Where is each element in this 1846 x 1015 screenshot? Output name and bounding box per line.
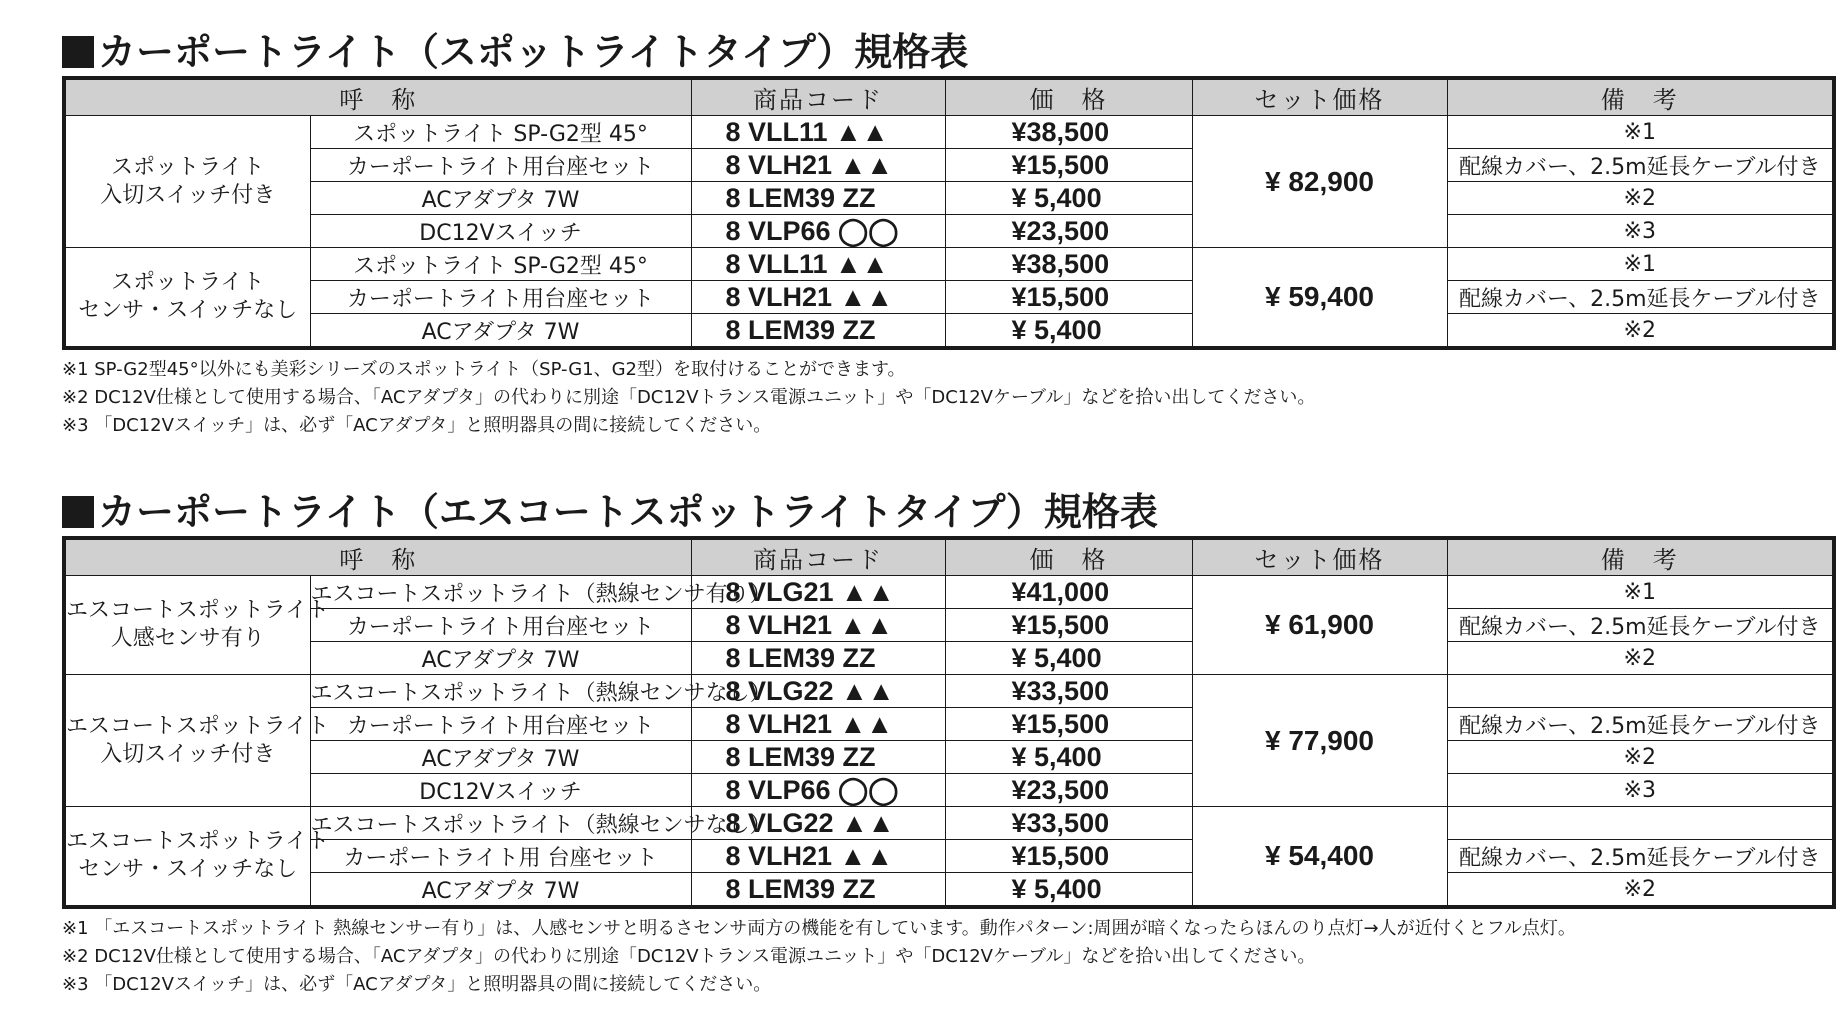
footnote: ※1 SP-G2型45°以外にも美彩シリーズのスポットライト（SP-G1、G2型）を取付けることができます。: [62, 359, 906, 380]
remarks: 配線カバー、2.5m延長ケーブル付き: [1447, 149, 1834, 182]
product-code: 8 VLH21 ▲▲: [691, 840, 945, 873]
product-code: 8 LEM39 ZZ: [691, 741, 945, 774]
set-price: ¥ 59,400: [1192, 248, 1447, 349]
price: ¥33,500: [945, 807, 1192, 840]
remarks: [1447, 807, 1834, 840]
table-row: [64, 609, 1834, 642]
remarks: ※1: [1447, 248, 1834, 281]
table-row: [64, 116, 1834, 149]
price: ¥15,500: [945, 840, 1192, 873]
header-name: 呼 称: [64, 538, 691, 576]
group-name: [64, 248, 310, 349]
group-name-line: エスコートスポットライト: [66, 829, 330, 854]
group-name: [64, 675, 330, 807]
remarks: ※2: [1447, 741, 1834, 774]
remarks: ※2: [1447, 642, 1834, 675]
remarks: [1447, 675, 1834, 708]
footnote: ※1 「エスコートスポットライト 熱線センサー有り」は、人感センサと明るさセンサ両方の機能を有しています。動作パターン:周囲が暗くなったらほんのり点灯→人が近付くとフル点灯。: [62, 918, 1576, 939]
set-price: ¥ 82,900: [1192, 116, 1447, 248]
header-price: 価 格: [945, 538, 1192, 576]
product-code: 8 VLH21 ▲▲: [691, 609, 945, 642]
product-code: 8 VLH21 ▲▲: [691, 281, 945, 314]
group-name-line: 人感センサ有り: [110, 626, 265, 651]
group-name: [64, 116, 310, 248]
table-row: [64, 576, 1834, 609]
footnote: ※2 DC12V仕様として使用する場合、「ACアダプタ」の代わりに別途「DC12Vトランス電源ユニット」や「DC12Vケーブル」などを拾い出してください。: [62, 387, 1316, 408]
table-header-row: [64, 538, 1834, 576]
price: ¥ 5,400: [945, 642, 1192, 675]
table-row: [64, 248, 1834, 281]
price: ¥33,500: [945, 675, 1192, 708]
product-code: 8 LEM39 ZZ: [691, 873, 945, 908]
product-code: 8 VLP66 ◯◯: [691, 215, 945, 248]
table-header-row: [64, 78, 1834, 116]
remarks: ※3: [1447, 774, 1834, 807]
spec-table: [62, 76, 1836, 350]
group-name-line: センサ・スイッチなし: [78, 298, 298, 323]
table-row: [64, 642, 1834, 675]
item-name: カーポートライト用台座セット: [310, 149, 691, 182]
table-row: [64, 215, 1834, 248]
header-set-price: セット価格: [1192, 538, 1447, 576]
remarks: ※1: [1447, 576, 1834, 609]
product-code: 8 VLL11 ▲▲: [691, 116, 945, 149]
group-name: [64, 807, 330, 908]
spotlight-spec-section: [62, 28, 1832, 440]
table-body: [64, 576, 1834, 908]
product-code: 8 VLG22 ▲▲: [691, 675, 945, 708]
item-name: カーポートライト用 台座セット: [310, 840, 691, 873]
header-remarks: 備 考: [1447, 78, 1834, 116]
remarks: ※3: [1447, 215, 1834, 248]
escort-spotlight-spec-section: [62, 488, 1832, 999]
header-price: 価 格: [945, 78, 1192, 116]
header-code: 商品コード: [691, 78, 945, 116]
product-code: 8 VLH21 ▲▲: [691, 149, 945, 182]
table-row: [64, 873, 1834, 908]
price: ¥23,500: [945, 774, 1192, 807]
price: ¥38,500: [945, 116, 1192, 149]
footnotes: [62, 915, 1832, 999]
item-name: DC12Vスイッチ: [310, 215, 691, 248]
item-name: エスコートスポットライト（熱線センサなし）: [310, 807, 691, 840]
table-row: [64, 314, 1834, 349]
product-code: 8 VLL11 ▲▲: [691, 248, 945, 281]
item-name: ACアダプタ 7W: [310, 873, 691, 908]
footnotes: [62, 356, 1832, 440]
table-row: [64, 149, 1834, 182]
set-price: ¥ 77,900: [1192, 675, 1447, 807]
item-name: ACアダプタ 7W: [310, 182, 691, 215]
header-code: 商品コード: [691, 538, 945, 576]
group-name-line: 入切スイッチ付き: [100, 741, 276, 767]
item-name: エスコートスポットライト（熱線センサ有り）: [310, 576, 691, 609]
product-code: 8 LEM39 ZZ: [691, 642, 945, 675]
product-code: 8 VLG21 ▲▲: [691, 576, 945, 609]
item-name: カーポートライト用台座セット: [310, 708, 691, 741]
item-name: ACアダプタ 7W: [310, 314, 691, 349]
price: ¥ 5,400: [945, 873, 1192, 908]
remarks: 配線カバー、2.5m延長ケーブル付き: [1447, 840, 1834, 873]
item-name: ACアダプタ 7W: [310, 741, 691, 774]
item-name: DC12Vスイッチ: [310, 774, 691, 807]
price: ¥15,500: [945, 609, 1192, 642]
remarks: ※2: [1447, 314, 1834, 349]
product-code: 8 LEM39 ZZ: [691, 314, 945, 349]
item-name: エスコートスポットライト（熱線センサなし）: [310, 675, 691, 708]
footnote: ※3 「DC12Vスイッチ」は、必ず「ACアダプタ」と照明器具の間に接続してください。: [62, 415, 772, 436]
header-set-price: セット価格: [1192, 78, 1447, 116]
price: ¥ 5,400: [945, 314, 1192, 349]
square-bullet-icon: [62, 36, 94, 68]
product-code: 8 VLG22 ▲▲: [691, 807, 945, 840]
section-title: [62, 28, 1832, 76]
table-row: [64, 708, 1834, 741]
price: ¥15,500: [945, 281, 1192, 314]
group-name: [64, 576, 330, 675]
table-row: [64, 807, 1834, 840]
product-code: 8 VLP66 ◯◯: [691, 774, 945, 807]
price: ¥ 5,400: [945, 182, 1192, 215]
table-body: [64, 116, 1834, 349]
item-name: スポットライト SP-G2型 45°: [310, 248, 691, 281]
price: ¥ 5,400: [945, 741, 1192, 774]
item-name: ACアダプタ 7W: [310, 642, 691, 675]
footnote: ※3 「DC12Vスイッチ」は、必ず「ACアダプタ」と照明器具の間に接続してください。: [62, 974, 772, 995]
table-row: [64, 840, 1834, 873]
table-row: [64, 675, 1834, 708]
group-name-line: エスコートスポットライト: [66, 598, 330, 623]
section-title-text: カーポートライト（エスコートスポットライトタイプ）規格表: [98, 490, 1158, 534]
table-row: [64, 281, 1834, 314]
price: ¥15,500: [945, 708, 1192, 741]
remarks: ※2: [1447, 182, 1834, 215]
remarks: 配線カバー、2.5m延長ケーブル付き: [1447, 281, 1834, 314]
item-name: カーポートライト用台座セット: [310, 281, 691, 314]
group-name-line: スポットライト: [111, 154, 265, 180]
remarks: 配線カバー、2.5m延長ケーブル付き: [1447, 609, 1834, 642]
section-title: [62, 488, 1832, 536]
group-name-line: センサ・スイッチなし: [78, 857, 298, 882]
set-price: ¥ 54,400: [1192, 807, 1447, 908]
table-row: [64, 182, 1834, 215]
square-bullet-icon: [62, 496, 94, 528]
spec-table: [62, 536, 1836, 909]
group-name-line: エスコートスポットライト: [66, 713, 330, 739]
section-title-text: カーポートライト（スポットライトタイプ）規格表: [98, 30, 969, 74]
group-name-line: スポットライト: [111, 270, 265, 295]
item-name: スポットライト SP-G2型 45°: [310, 116, 691, 149]
group-name-line: 入切スイッチ付き: [100, 182, 276, 208]
product-code: 8 LEM39 ZZ: [691, 182, 945, 215]
header-remarks: 備 考: [1447, 538, 1834, 576]
remarks: ※1: [1447, 116, 1834, 149]
table-row: [64, 774, 1834, 807]
set-price: ¥ 61,900: [1192, 576, 1447, 675]
table-row: [64, 741, 1834, 774]
price: ¥23,500: [945, 215, 1192, 248]
remarks: 配線カバー、2.5m延長ケーブル付き: [1447, 708, 1834, 741]
price: ¥15,500: [945, 149, 1192, 182]
price: ¥41,000: [945, 576, 1192, 609]
footnote: ※2 DC12V仕様として使用する場合、「ACアダプタ」の代わりに別途「DC12Vトランス電源ユニット」や「DC12Vケーブル」などを拾い出してください。: [62, 946, 1316, 967]
header-name: 呼 称: [64, 78, 691, 116]
price: ¥38,500: [945, 248, 1192, 281]
item-name: カーポートライト用台座セット: [310, 609, 691, 642]
remarks: ※2: [1447, 873, 1834, 908]
product-code: 8 VLH21 ▲▲: [691, 708, 945, 741]
